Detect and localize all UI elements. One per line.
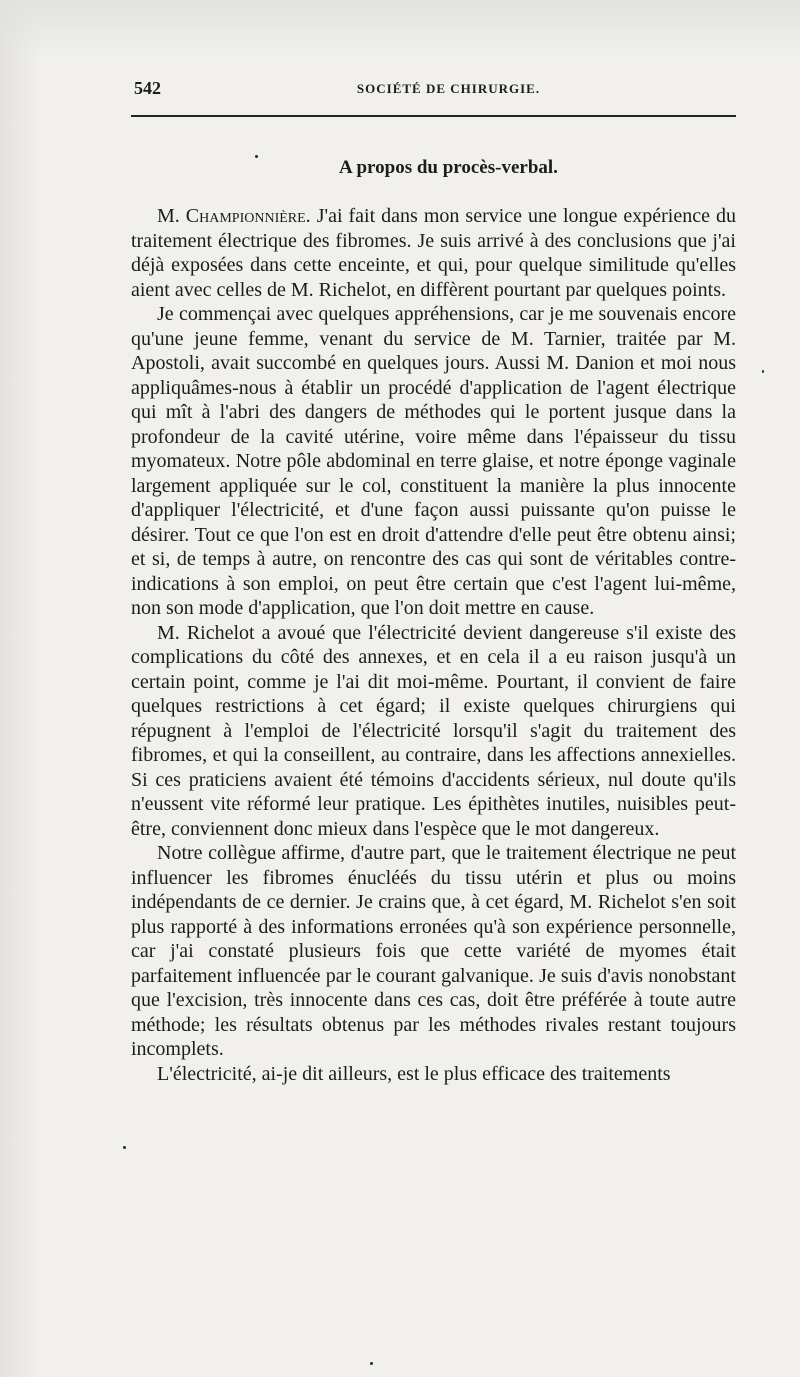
body-text xyxy=(131,204,736,1086)
paragraph xyxy=(131,841,736,1062)
paragraph xyxy=(131,1062,736,1087)
paragraph-text: L'électricité, ai-je dit ailleurs, est le plus efficace des traitements xyxy=(157,1062,671,1085)
header-rule xyxy=(131,115,736,117)
paragraph-text: J'ai fait dans mon service une longue expérience du traitement électrique des fibromes. Je suis arrivé à des conclusions que j'ai déjà exposées dans cette enceinte, et qui, pour quelque similitude qu'elles aient avec celles de M. Richelot, en diffèrent pourtant par quelques points. xyxy=(131,205,736,301)
paragraph-text: Je commençai avec quelques appréhensions, car je me souvenais encore qu'une jeune femme, venant du service de M. Tarnier, traitée par M. Apostoli, avait succombé en quelques jours. Aussi M. Danion et moi nous appliquâmes-nous à établir un procédé d'application de l'agent électrique qui mît à l'abri des dangers de méthodes qui le portent jusque dans la profondeur de la cavité utérine, voire même dans l'épaisseur du tissu myomateux. Notre pôle abdominal en terre glaise, et notre éponge vaginale largement appliquée sur le col, constituent la manière la plus innocente d'appliquer l'électricité, et d'une façon aussi puissante qu'on puisse le désirer. Tout ce que l'on est en droit d'attendre d'elle peut être obtenu ainsi; et si, de temps à autre, on rencontre des cas qui sont de véritables contre-indications à son emploi, on peut être certain que c'est l'agent lui-même, non son mode d'application, que l'on doit mettre en cause. xyxy=(131,303,736,619)
speaker-name: M. Championnière. xyxy=(157,205,311,227)
ink-speck xyxy=(255,155,258,158)
paragraph-text: Notre collègue affirme, d'autre part, que le traitement électrique ne peut influencer les fibromes énucléés du tissu utérin et plus ou moins indépendants de ce dernier. Je crains que, à cet égard, M. Richelot s'en soit plus rapporté à des informations erronées qu'à son expérience personnelle, car j'ai constaté plusieurs fois que cette variété de myomes était parfaitement influencée par le courant galvanique. Je suis d'avis nonobstant que l'excision, très innocente dans ces cas, doit être préférée à toute autre méthode; les résultats obtenus par les méthodes rivales restant toujours incomplets. xyxy=(131,842,736,1060)
paragraph-text: M. Richelot a avoué que l'électricité devient dangereuse s'il existe des complications du côté des annexes, et en cela il a eu raison jusqu'à un certain point, comme je l'ai dit moi-même. Pourtant, il convient de faire quelques restrictions à cet égard; il existe quelques chirurgiens qui répugnent à l'emploi de l'électricité lorsqu'il s'agit du traitement des fibromes, et qui la conseillent, au contraire, dans les affections annexielles. Si ces praticiens avaient été témoins d'accidents sérieux, nul doute qu'ils n'eussent vite réformé leur pratique. Les épithètes inutiles, nuisibles peut-être, conviennent donc mieux dans l'espèce que le mot dangereux. xyxy=(131,621,736,840)
paragraph xyxy=(131,621,736,842)
ink-speck xyxy=(370,1362,373,1365)
ink-speck xyxy=(123,1146,126,1149)
running-title: SOCIÉTÉ DE CHIRURGIE. xyxy=(356,81,541,96)
ink-speck xyxy=(762,370,764,373)
page-shadow-left xyxy=(0,0,40,1377)
section-heading: A propos du procès-verbal. xyxy=(339,157,558,178)
page-number: 542 xyxy=(134,78,161,98)
paragraph xyxy=(131,204,736,302)
running-header xyxy=(131,78,736,100)
paragraph xyxy=(131,302,736,621)
page-shadow-top xyxy=(0,0,800,60)
